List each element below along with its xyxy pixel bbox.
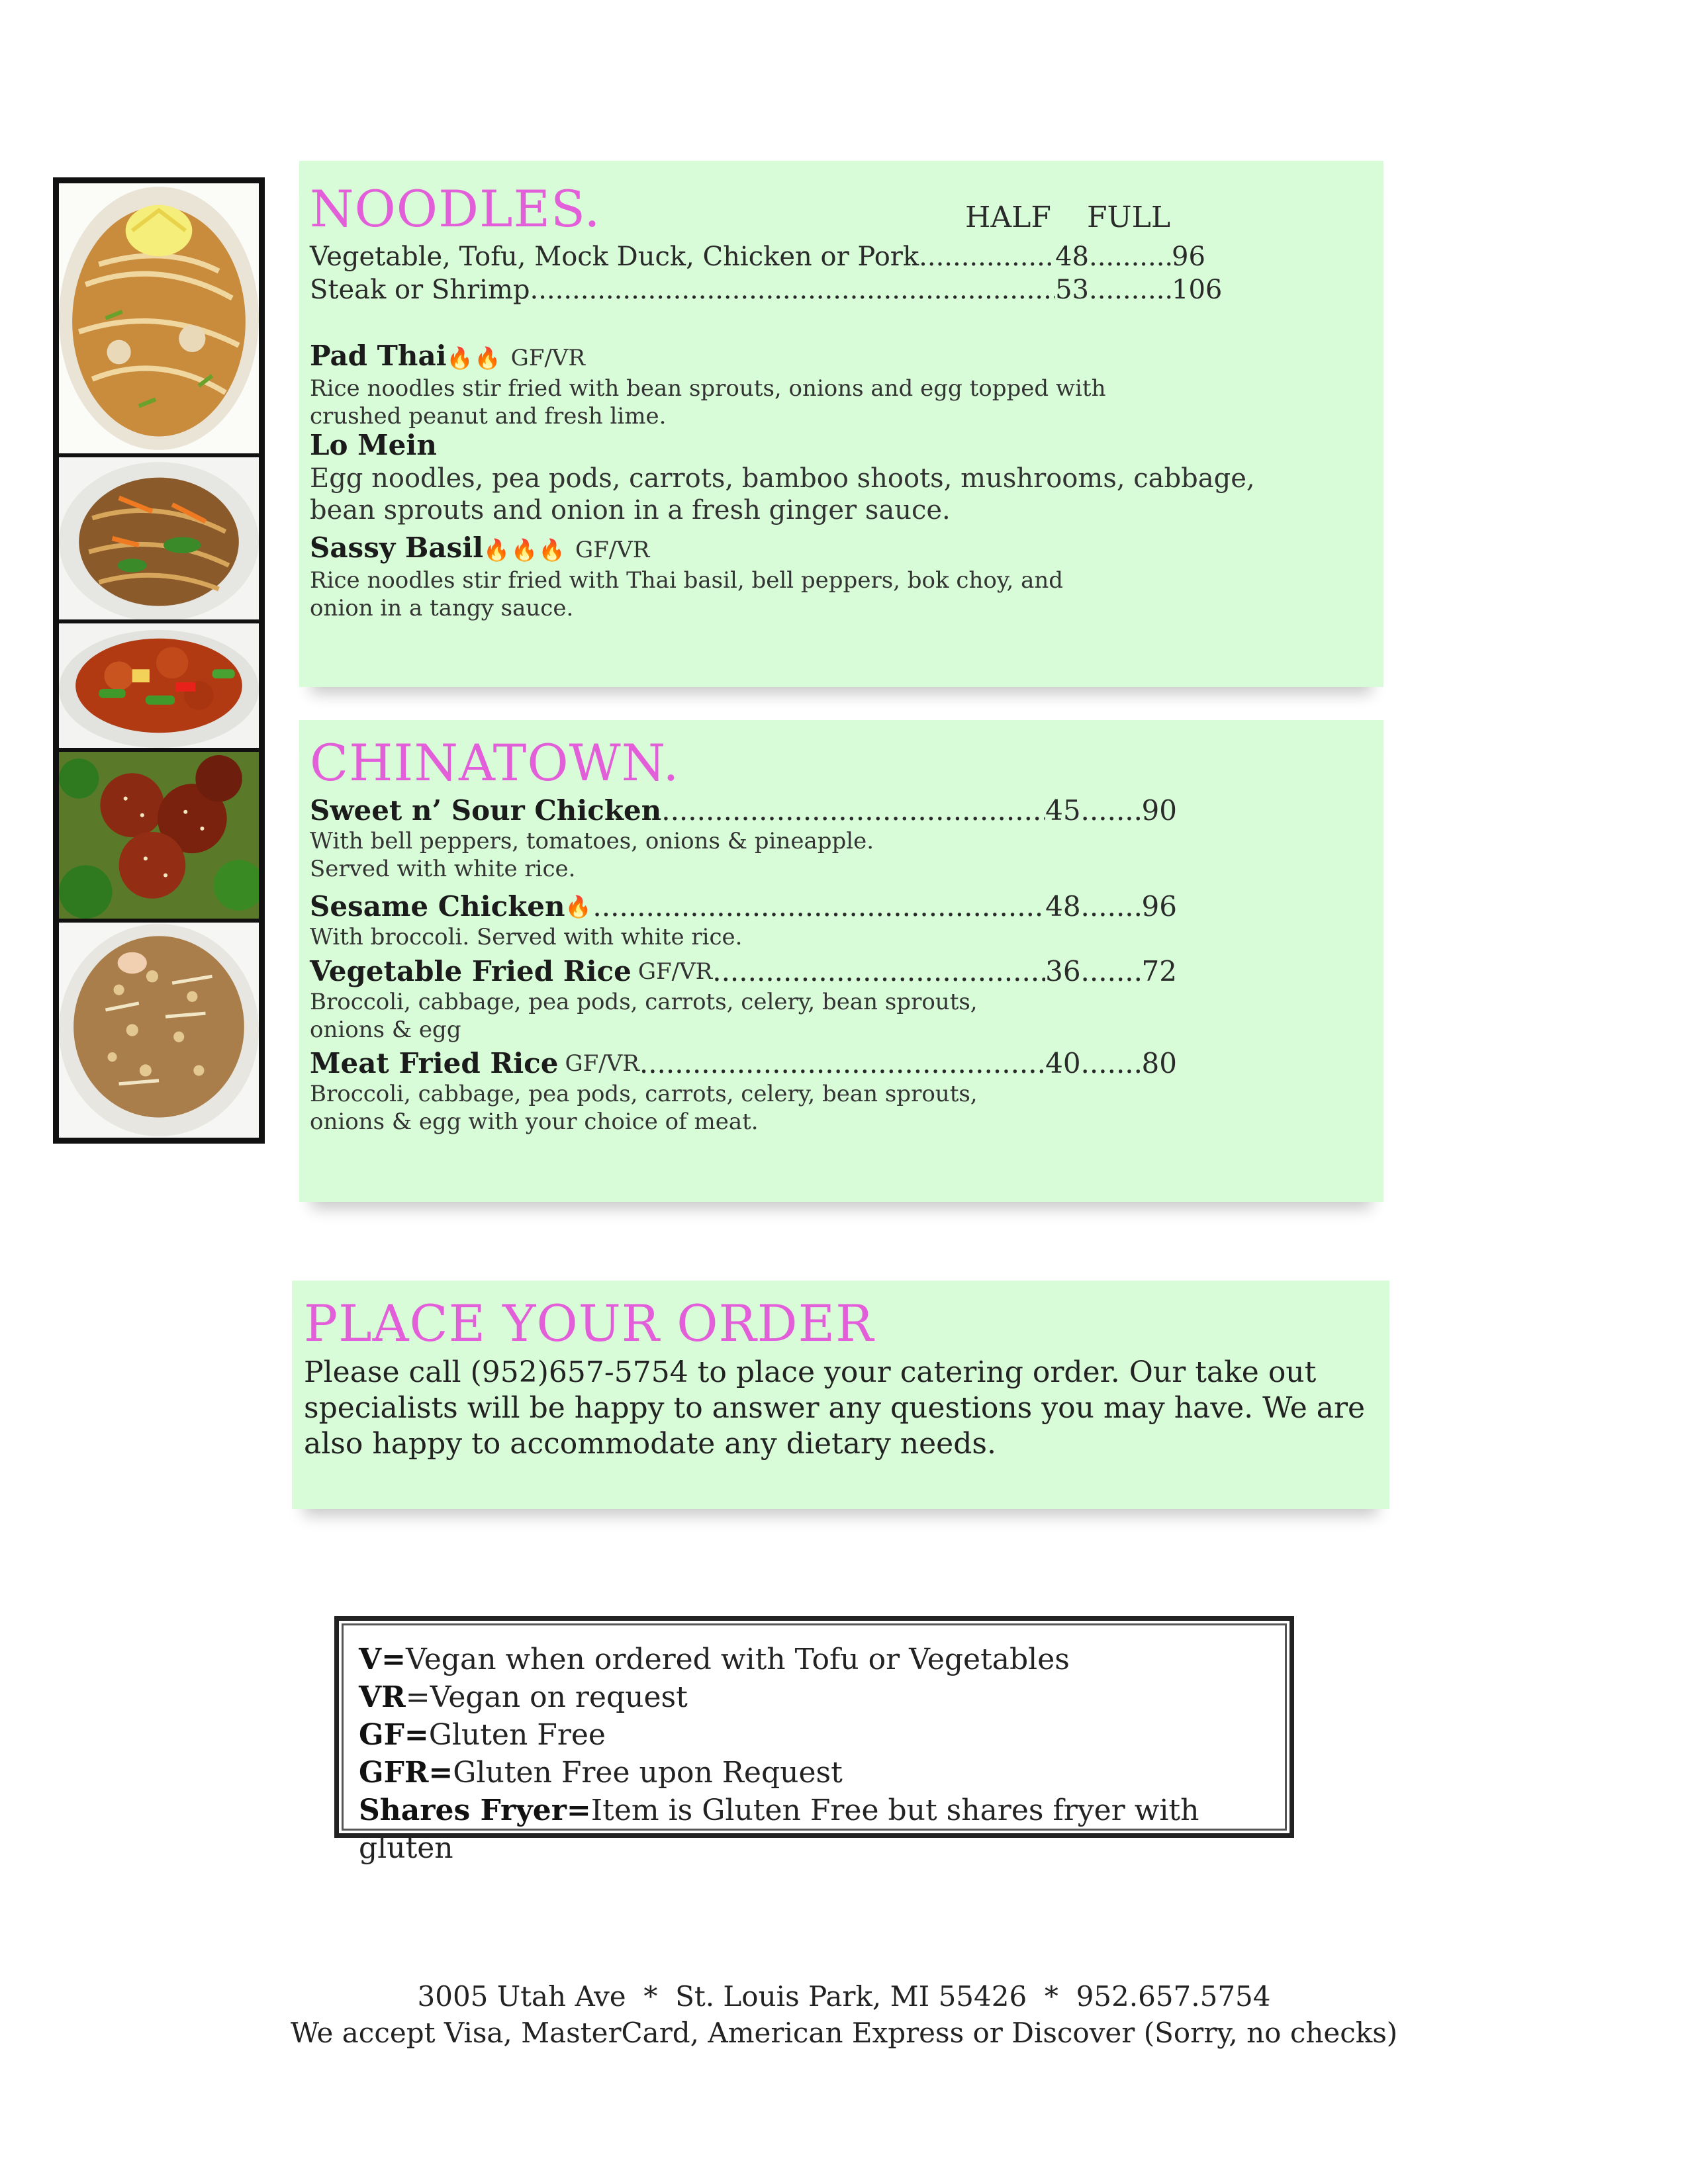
chinatown-title: CHINATOWN. [310,733,680,792]
item-name: Sassy Basil [310,531,484,564]
price-full: 90 [1141,794,1177,827]
legend-key: GFR= [359,1756,453,1790]
legend-row [359,1678,1270,1716]
legend-key: V= [359,1643,406,1676]
spicy-fire-icon: 🔥🔥 [446,345,502,371]
item-name: Pad Thai [310,340,447,372]
dot-leader [1081,890,1142,923]
legend-row [359,1641,1270,1678]
legend-key: GF= [359,1718,429,1752]
price-full: 72 [1141,955,1177,987]
legend-value: =Vegan on request [405,1680,688,1714]
price-half: 48 [1055,242,1089,272]
menu-item-sassy-basil [310,531,1137,622]
dot-leader [639,1047,1045,1080]
item-description: Egg noodles, pea pods, carrots, bamboo shoots, mushrooms, cabbage, bean sprouts and onion in a fresh ginger sauce. [310,463,1255,525]
menu-item-pad-thai [310,340,1137,430]
price-row-label: Steak or Shrimp [310,275,530,305]
fried-rice-photo [59,923,259,1138]
price-full: 96 [1141,890,1177,923]
item-name: Sweet n’ Sour Chicken [310,794,662,827]
item-price-row [310,955,1177,988]
item-name: Vegetable Fried Rice [310,955,632,987]
full-column-header: FULL [1087,201,1171,234]
item-price-row [310,794,1177,827]
item-name: Sesame Chicken [310,890,565,923]
price-half: 36 [1045,955,1081,987]
legend-value: Gluten Free [428,1718,606,1752]
place-order-text: Please call (952)657-5754 to place your catering order. Our take out specialists will be happy to answer any questions you may have. We are also happy to accommodate any dietary needs. [304,1355,1366,1461]
spicy-fire-icon: 🔥 [565,894,593,919]
dot-leader [592,890,1045,923]
item-description: Broccoli, cabbage, pea pods, carrots, celery, bean sprouts, onions & egg [310,989,978,1043]
lo-mein-photo [59,457,259,619]
pad-thai-photo [59,183,259,453]
spicy-fire-icon: 🔥🔥🔥 [483,537,567,563]
dot-leader [1081,955,1142,988]
sesame-chicken-photo [59,752,259,919]
item-description: With broccoli. Served with white rice. [310,924,743,950]
food-photo-strip [53,177,265,1144]
dot-leader [530,273,1055,306]
dot-leader [919,240,1055,273]
price-full: 106 [1172,275,1223,305]
dietary-legend [334,1616,1294,1865]
item-price-row [310,1047,1177,1080]
dot-leader [1081,794,1142,827]
price-full: 80 [1141,1047,1177,1079]
noodles-title: NOODLES. [310,179,601,238]
place-order-section [292,1281,1389,1509]
dietary-tag: GF/VR [510,345,586,371]
menu-item-lo-mein [310,428,1362,526]
legend-value: Item is Gluten Free but shares fryer with gluten [359,1794,1199,1865]
item-description: With bell peppers, tomatoes, onions & pineapple. Served with white rice. [310,828,874,882]
legend-key: VR [359,1680,406,1714]
legend-key: Shares Fryer= [359,1794,591,1827]
legend-row [359,1792,1270,1867]
price-half: 45 [1045,794,1081,827]
menu-item-vegetable-fried-rice [310,955,1177,1044]
noodles-price-table [310,240,1223,306]
half-column-header: HALF [965,201,1051,234]
price-row [310,240,1210,273]
menu-item-meat-fried-rice [310,1047,1177,1136]
place-order-title: PLACE YOUR ORDER [304,1294,874,1353]
item-price-row [310,890,1177,923]
price-half: 40 [1045,1047,1081,1079]
legend-row [359,1754,1270,1792]
item-description: Rice noodles stir fried with bean sprouts, onions and egg topped with crushed peanut and fresh lime. [310,375,1106,430]
footer-payment: We accept Visa, MasterCard, American Express or Discover (Sorry, no checks) [290,2017,1398,2049]
menu-item-sesame-chicken [310,890,1177,951]
price-half: 53 [1055,275,1089,305]
noodles-section [299,161,1383,687]
item-description: Rice noodles stir fried with Thai basil, bell peppers, bok choy, and onion in a tangy sauce. [310,567,1064,621]
dietary-tag: GF/VR [575,537,650,563]
price-full: 96 [1172,242,1205,272]
dot-leader [661,794,1045,827]
item-name: Lo Mein [310,429,437,461]
dot-leader [1089,273,1172,306]
dietary-tag: GF/VR [637,958,713,985]
legend-value: Vegan when ordered with Tofu or Vegetables [406,1643,1070,1676]
price-row [310,273,1223,306]
dot-leader [1089,240,1172,273]
chinatown-section [299,720,1383,1202]
legend-row [359,1716,1270,1754]
dietary-tag: GF/VR [565,1050,639,1077]
footer-address: 3005 Utah Ave * St. Louis Park, MI 55426 * 952.657.5754 [417,1980,1271,2013]
sweet-sour-chicken-photo [59,623,259,748]
item-description: Broccoli, cabbage, pea pods, carrots, celery, bean sprouts, onions & egg with your choice of meat. [310,1081,978,1135]
dot-leader [1081,1047,1142,1080]
item-name: Meat Fried Rice [310,1047,559,1079]
menu-item-sweet-sour-chicken [310,794,1177,883]
legend-value: Gluten Free upon Request [453,1756,843,1790]
dot-leader [712,955,1045,988]
price-half: 48 [1045,890,1081,923]
price-row-label: Vegetable, Tofu, Mock Duck, Chicken or Pork [310,242,919,272]
